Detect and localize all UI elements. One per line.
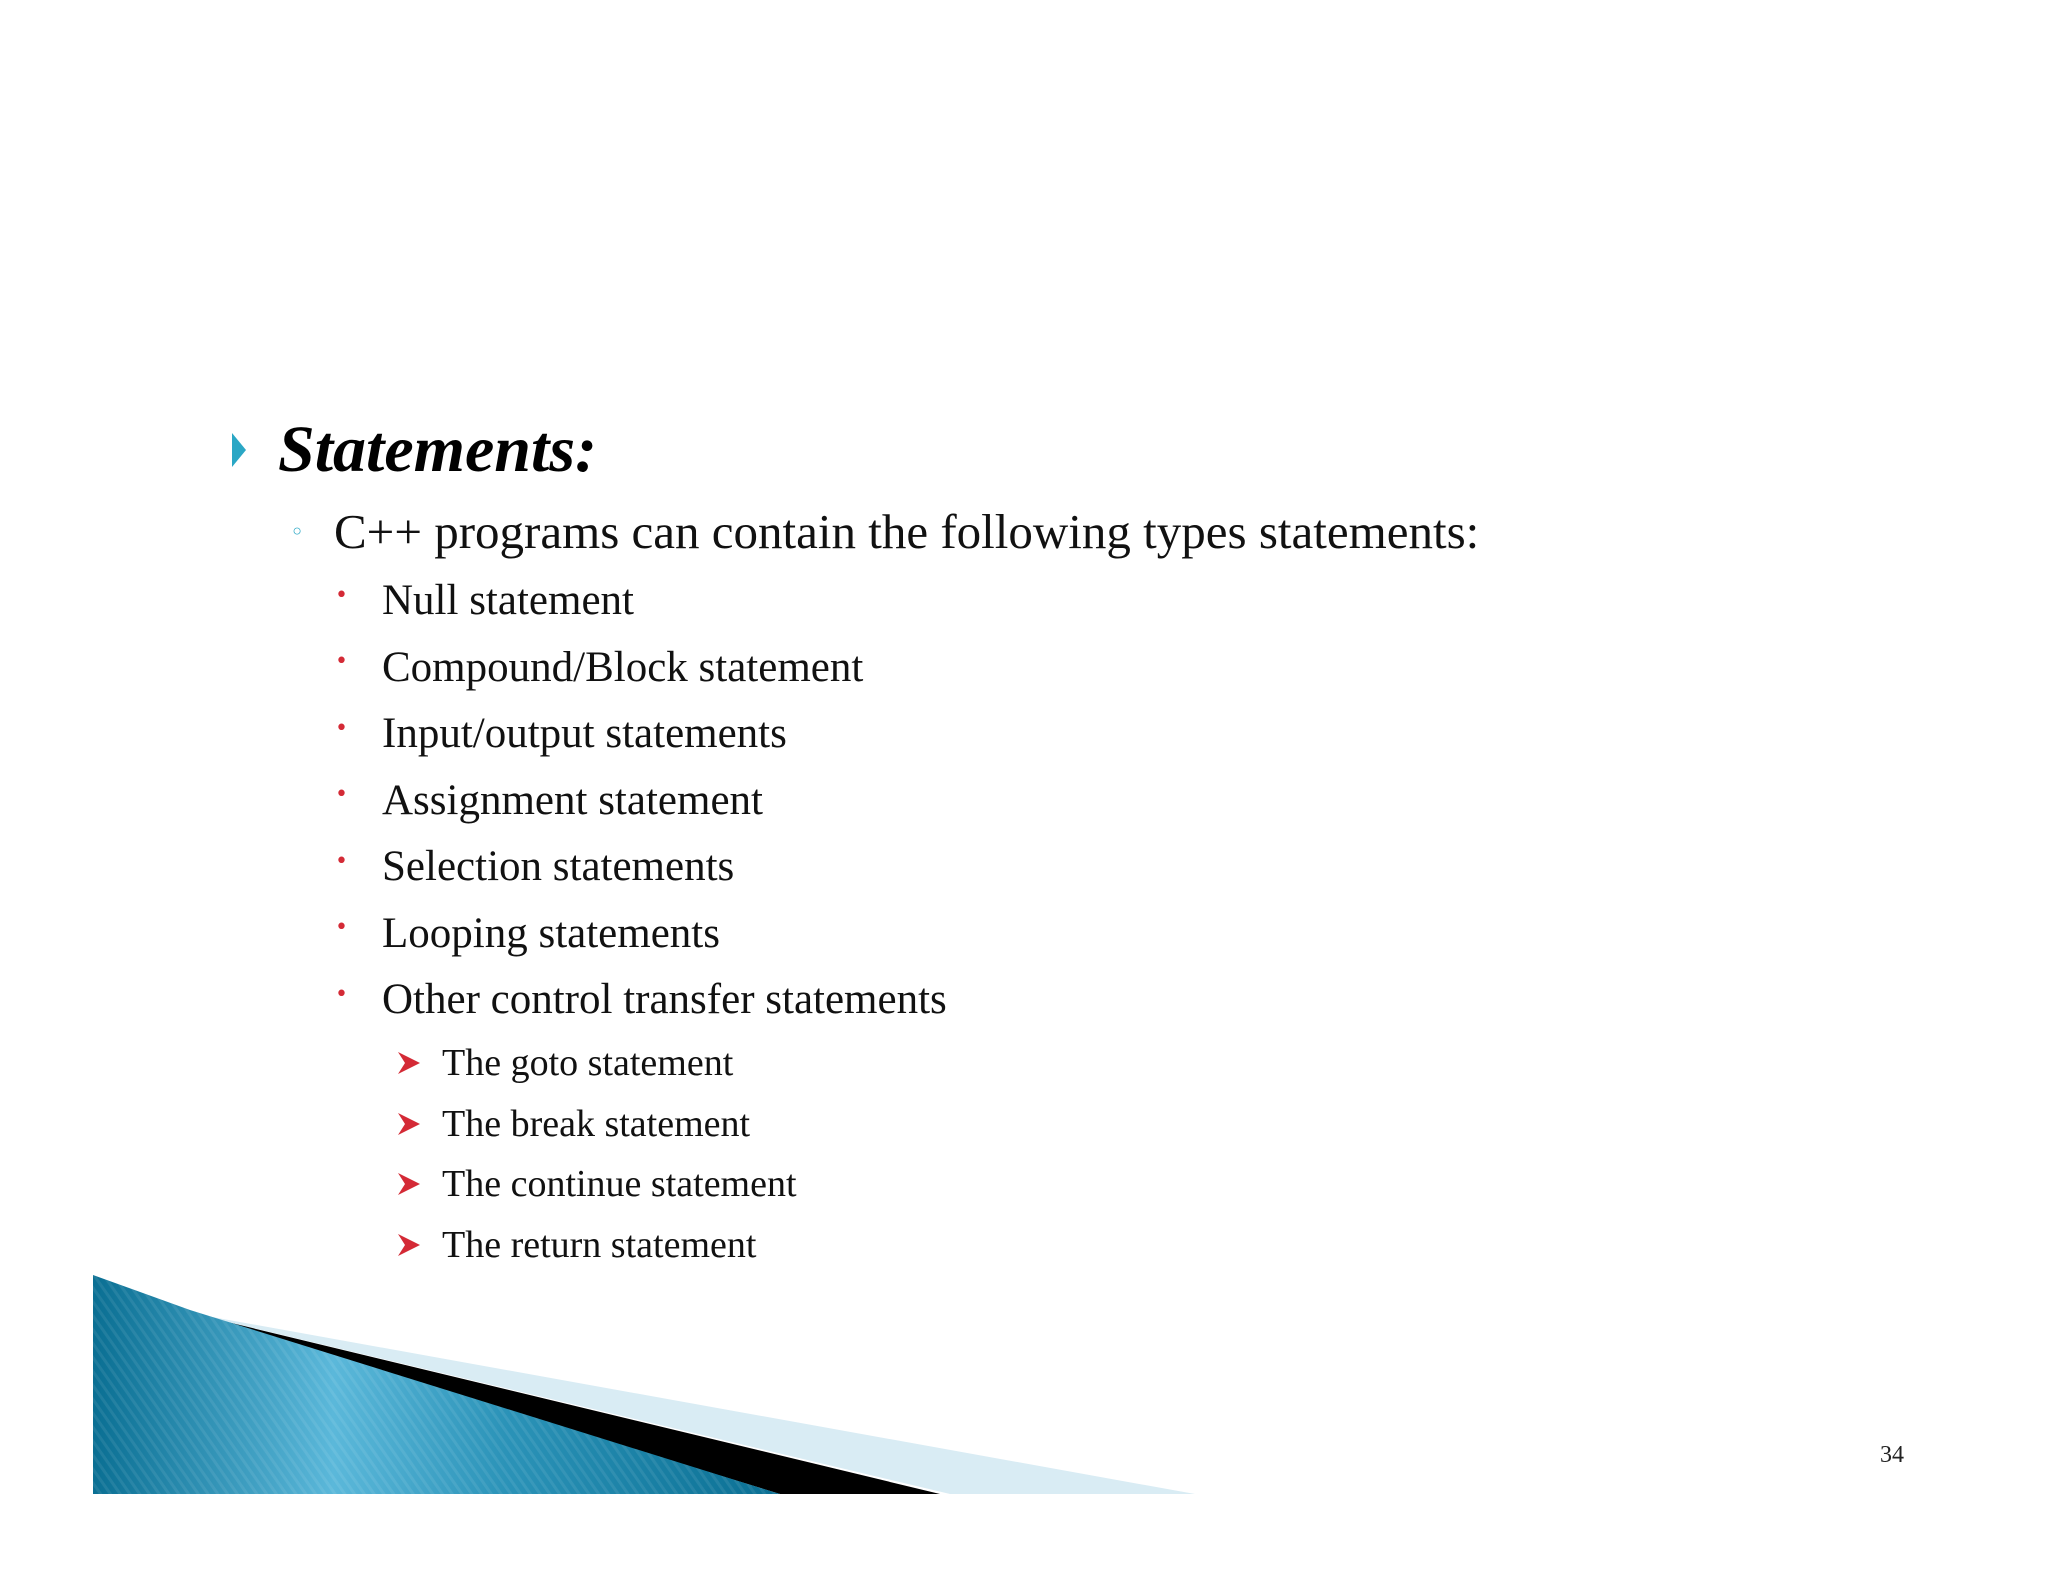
sub-list-item (396, 1154, 797, 1215)
dot-icon: • (335, 582, 348, 608)
sub-list-item (396, 1215, 797, 1276)
sub-list-item-text: The break statement (442, 1102, 751, 1145)
dot-icon: • (335, 981, 348, 1007)
sub-list-item (396, 1033, 797, 1094)
list-item (335, 701, 947, 768)
control-transfer-list (396, 1033, 797, 1275)
arrowhead-icon (396, 1230, 442, 1260)
list-item-text: Assignment statement (382, 776, 763, 824)
intro-text: C++ programs can contain the following types statements: (334, 504, 1480, 559)
dot-icon: • (335, 848, 348, 874)
arrowhead-icon (396, 1048, 442, 1078)
list-item (335, 834, 947, 901)
sub-list-item-text: The continue statement (442, 1163, 797, 1206)
list-item (335, 635, 947, 702)
list-item-text: Looping statements (382, 909, 720, 957)
sub-list-item-text: The return statement (442, 1223, 757, 1266)
statement-types-list (335, 568, 947, 1034)
list-item (335, 768, 947, 835)
list-item-text: Other control transfer statements (382, 976, 947, 1024)
list-item (335, 967, 947, 1034)
triangle-right-icon (230, 431, 248, 469)
list-item-text: Compound/Block statement (382, 643, 864, 691)
list-item (335, 901, 947, 968)
sub-list-item (396, 1094, 797, 1155)
list-item (335, 568, 947, 635)
list-item-text: Selection statements (382, 843, 735, 891)
dot-icon: • (335, 649, 348, 675)
dot-icon: • (335, 915, 348, 941)
list-item-text: Input/output statements (382, 710, 787, 758)
heading: Statements: (278, 413, 598, 486)
arrowhead-icon (396, 1109, 442, 1139)
hollow-circle-icon: ◦ (290, 518, 305, 546)
dot-icon: • (335, 715, 348, 741)
heading-row (230, 410, 597, 490)
list-item-text: Null statement (382, 577, 634, 625)
arrowhead-icon (396, 1169, 442, 1199)
dot-icon: • (335, 782, 348, 808)
sub-list-item-text: The goto statement (442, 1042, 734, 1085)
page-number: 34 (1880, 1442, 1904, 1468)
intro-row (290, 497, 1479, 567)
